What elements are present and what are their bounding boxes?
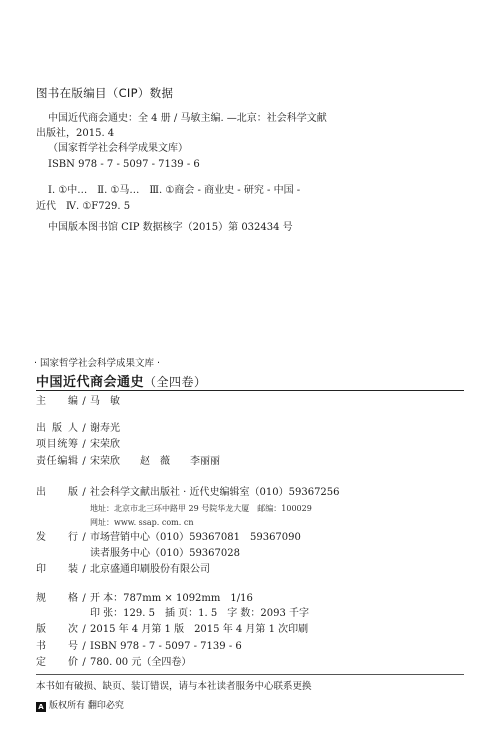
spec-edition: 版 次 / 2015 年 4 月第 1 版 2015 年 4 月第 1 次印刷 bbox=[36, 624, 309, 635]
credit-publisher: 出 版 人 / 谢寿光 bbox=[36, 423, 120, 434]
pub-distribution-value: 市场营销中心（010）59367081 59367090 bbox=[90, 532, 301, 543]
credit-editors-label: 责任编辑 bbox=[36, 456, 78, 467]
pub-reader-service: 读者服务中心（010）59367028 bbox=[90, 548, 240, 559]
book-title bbox=[36, 371, 207, 390]
book-title-main: 中国近代商会通史 bbox=[36, 375, 145, 390]
cip-line-7: 中国版本图书馆 CIP 数据核字（2015）第 032434 号 bbox=[48, 222, 293, 233]
pub-website: 网址：www. ssap. com. cn bbox=[90, 518, 194, 527]
pub-publisher-value: 社会科学文献出版社 · 近代史编辑室（010）59367256 bbox=[90, 487, 340, 498]
spec-price-value: 780. 00 元（全四卷） bbox=[90, 657, 192, 668]
credit-editors: 责任编辑 / 宋荣欣 赵 薇 李丽丽 bbox=[36, 456, 220, 467]
credit-coordinator-value: 宋荣欣 bbox=[90, 439, 120, 450]
publisher-logo-icon: A bbox=[36, 702, 46, 712]
spec-isbn-label: 书 号 bbox=[36, 641, 78, 652]
spec-isbn-value: ISBN 978 - 7 - 5097 - 7139 - 6 bbox=[90, 641, 242, 652]
credit-publisher-label: 出 版 人 bbox=[36, 423, 78, 434]
pub-printer: 印 装 / 北京盛通印刷股份有限公司 bbox=[36, 564, 210, 575]
cip-line-5: Ⅰ. ①中… Ⅱ. ①马… Ⅲ. ①商会 - 商业史 - 研究 - 中国 - bbox=[48, 185, 301, 196]
pub-distribution: 发 行 / 市场营销中心（010）59367081 59367090 bbox=[36, 532, 301, 543]
cip-line-3: （国家哲学社会科学成果文库） bbox=[48, 143, 188, 154]
cip-line-1: 中国近代商会通史：全 4 册 / 马敏主编. —北京：社会科学文献 bbox=[48, 113, 327, 124]
cip-heading: 图书在版编目（CIP）数据 bbox=[36, 86, 174, 100]
spec-format: 规 格 / 开 本：787mm × 1092mm 1/16 bbox=[36, 593, 253, 604]
spec-format-label: 规 格 bbox=[36, 593, 78, 604]
pub-printer-value: 北京盛通印刷股份有限公司 bbox=[90, 564, 210, 575]
credit-editor-value: 马 敏 bbox=[90, 396, 120, 407]
cip-line-6: 近代 Ⅳ. ①F729. 5 bbox=[36, 201, 131, 212]
spec-price-label: 定 价 bbox=[36, 657, 78, 668]
credit-publisher-value: 谢寿光 bbox=[90, 423, 120, 434]
pub-publisher: 出 版 / 社会科学文献出版社 · 近代史编辑室（010）59367256 bbox=[36, 487, 340, 498]
spec-edition-label: 版 次 bbox=[36, 624, 78, 635]
cip-line-4: ISBN 978 - 7 - 5097 - 7139 - 6 bbox=[48, 159, 200, 170]
spec-isbn: 书 号 / ISBN 978 - 7 - 5097 - 7139 - 6 bbox=[36, 641, 242, 652]
pub-publisher-label: 出 版 bbox=[36, 487, 78, 498]
spec-edition-value: 2015 年 4 月第 1 版 2015 年 4 月第 1 次印刷 bbox=[90, 624, 309, 635]
cip-line-2: 出版社，2015. 4 bbox=[36, 128, 115, 139]
footer-notice: 本书如有破损、缺页、装订错误，请与本社读者服务中心联系更换 bbox=[36, 681, 312, 692]
credit-editor: 主 编 / 马 敏 bbox=[36, 396, 120, 407]
pub-address: 地址：北京市北三环中路甲 29 号院华龙大厦 邮编：100029 bbox=[90, 504, 312, 513]
book-title-volumes: （全四卷） bbox=[144, 375, 207, 389]
credit-coordinator-label: 项目统筹 bbox=[36, 439, 78, 450]
spec-price: 定 价 / 780. 00 元（全四卷） bbox=[36, 657, 192, 668]
footer-copyright-text: 版权所有 翻印必究 bbox=[49, 701, 124, 711]
credit-editors-value: 宋荣欣 赵 薇 李丽丽 bbox=[90, 456, 220, 467]
spec-sheets: 印 张：129. 5 插 页：1. 5 字 数：2093 千字 bbox=[90, 608, 310, 619]
pub-printer-label: 印 装 bbox=[36, 564, 78, 575]
credit-coordinator: 项目统筹 / 宋荣欣 bbox=[36, 439, 120, 450]
credit-editor-label: 主 编 bbox=[36, 396, 78, 407]
series-name: · 国家哲学社会科学成果文库 · bbox=[34, 358, 161, 369]
spec-format-value: 开 本：787mm × 1092mm 1/16 bbox=[90, 593, 253, 604]
footer-copyright bbox=[36, 700, 124, 712]
divider-footer bbox=[36, 674, 464, 675]
divider-title bbox=[36, 390, 464, 391]
pub-distribution-label: 发 行 bbox=[36, 532, 78, 543]
